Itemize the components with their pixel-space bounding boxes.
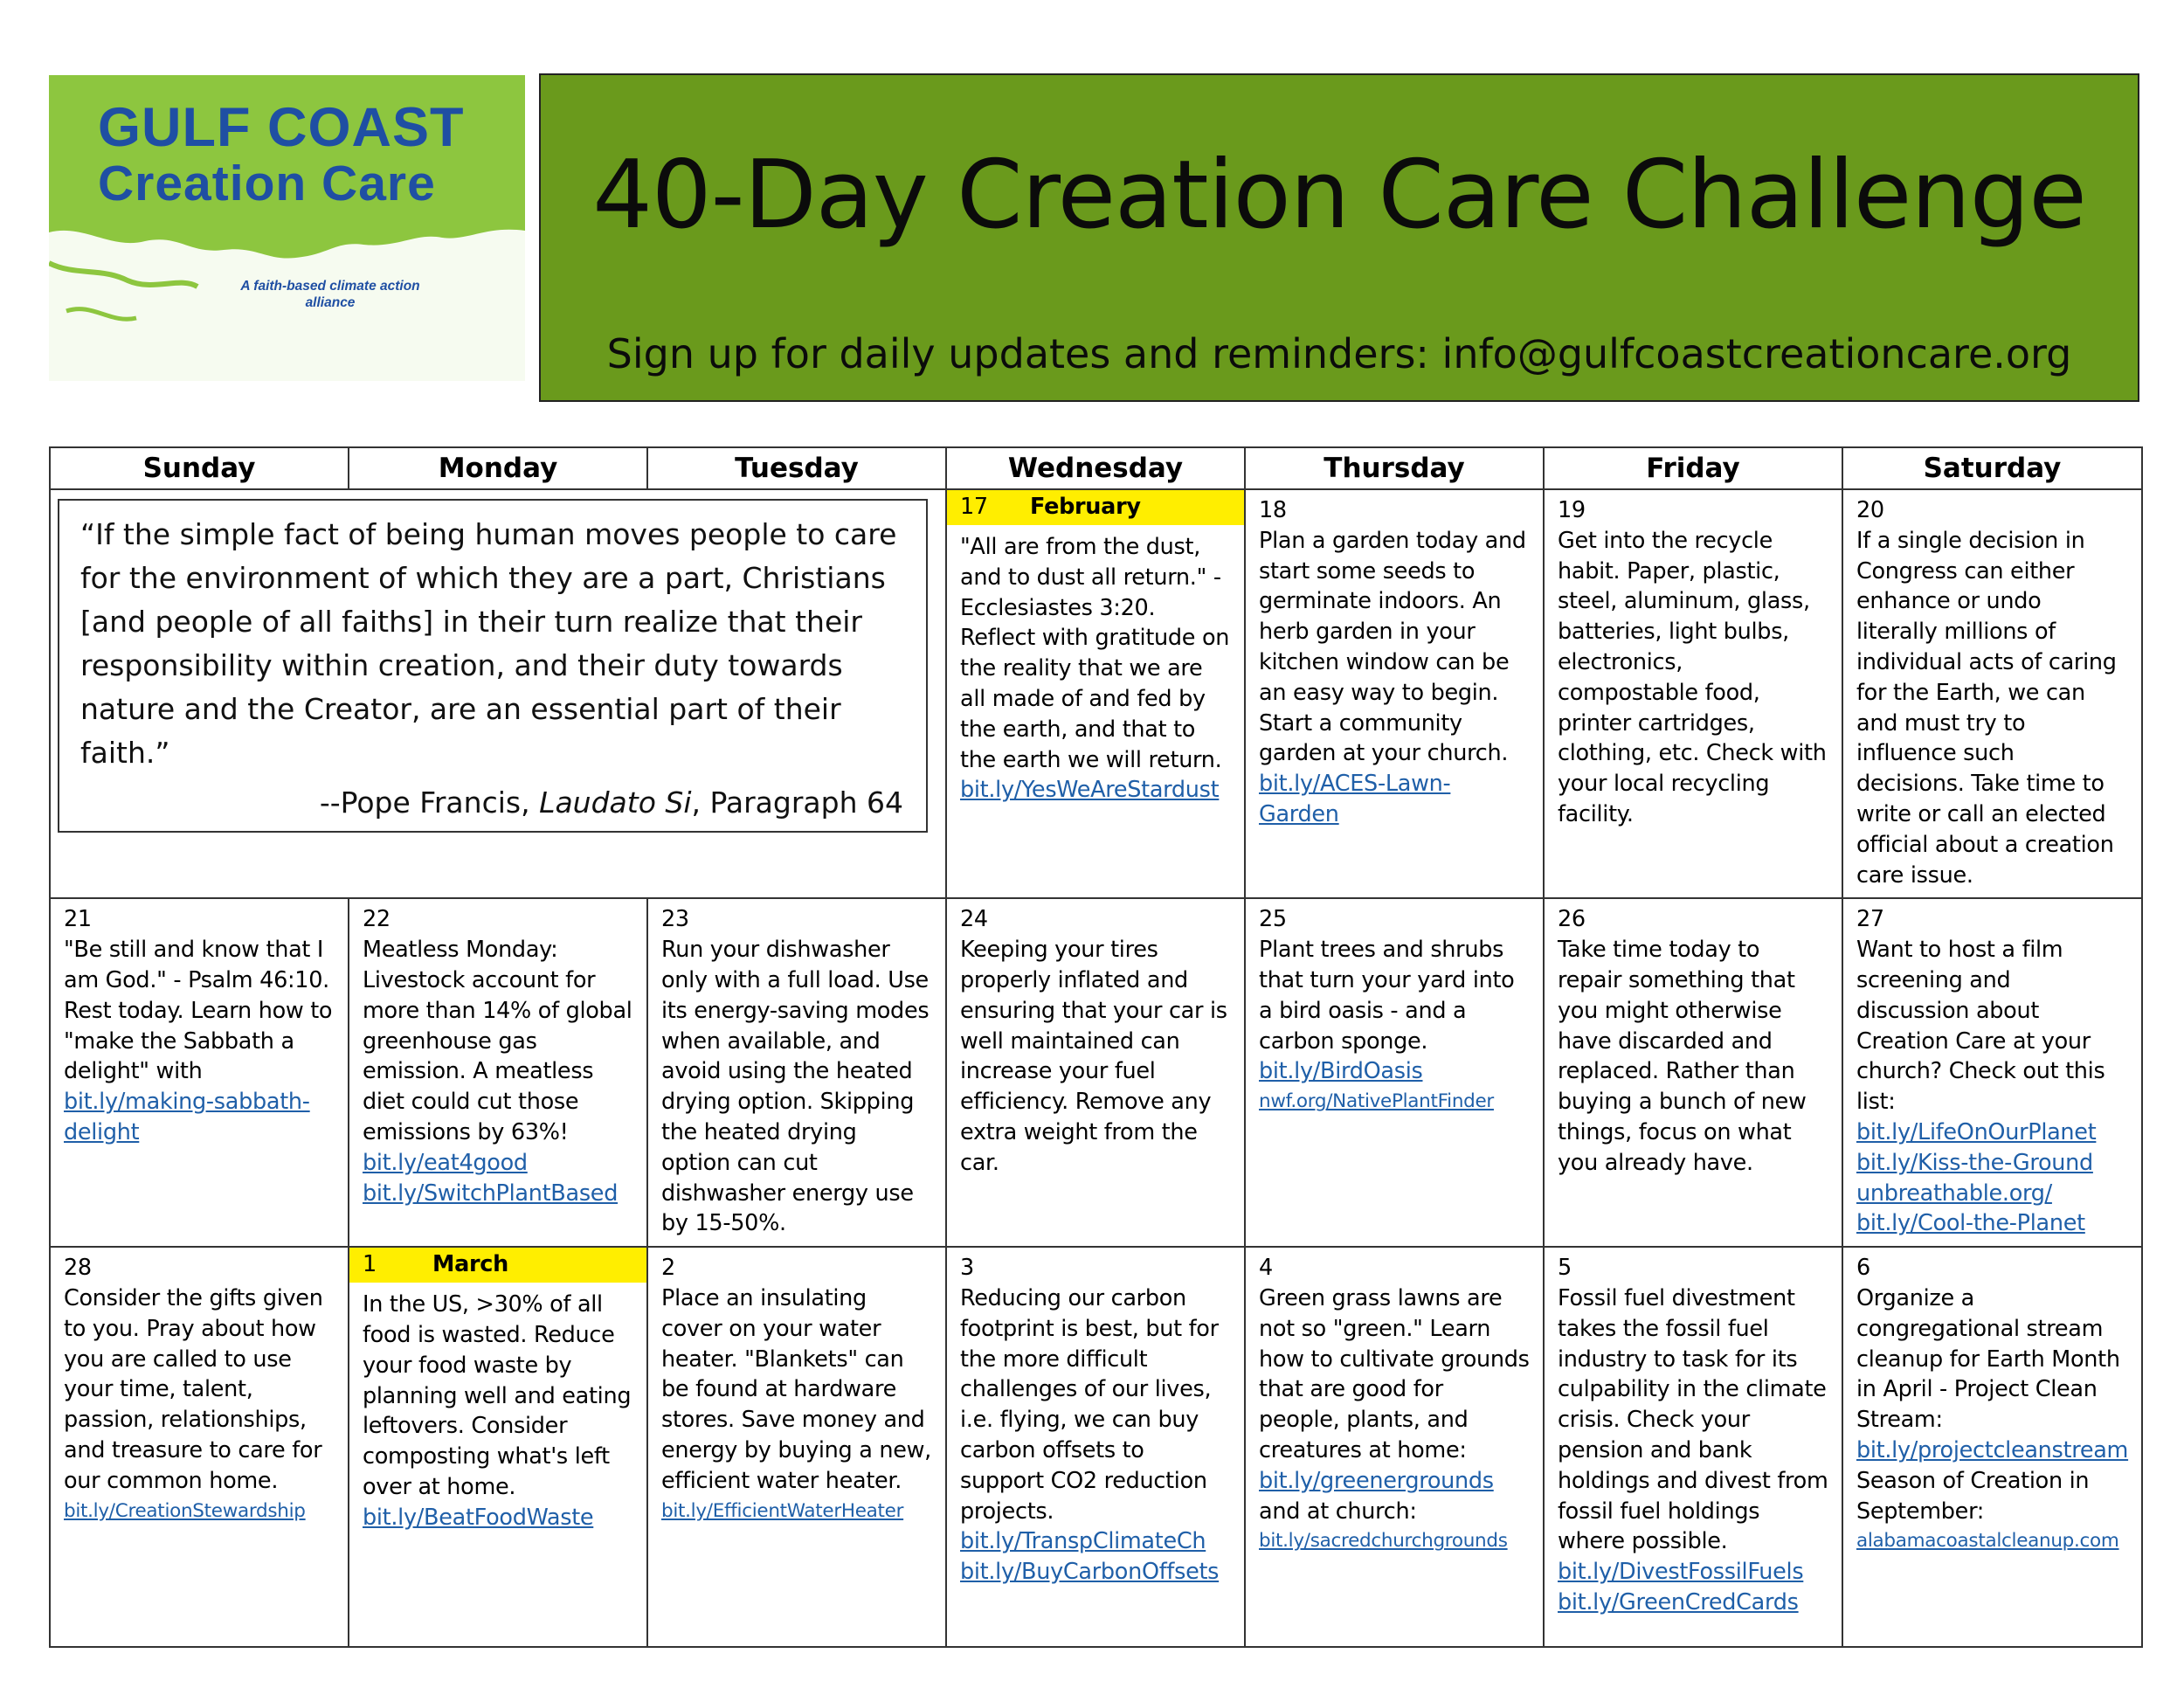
day-cell [946,1247,1245,1647]
day-number: 23 [661,906,689,933]
month-label: February [1030,494,1141,520]
day-cell [50,1247,349,1647]
day-link[interactable]: unbreathable.org/ [1856,1180,2052,1207]
day-link[interactable]: bit.ly/BirdOasis [1259,1058,1423,1085]
day-number: 28 [64,1255,92,1282]
day-link[interactable]: bit.ly/sacredchurchgrounds [1259,1530,1508,1553]
day-number: 20 [1856,497,1884,523]
day-link[interactable]: bit.ly/Kiss-the-Ground [1856,1149,2093,1176]
quote-work-title: Laudato Si [539,785,692,820]
quote-box [58,499,928,833]
calendar-week [50,1247,2142,1647]
page-title: 40-Day Creation Care Challenge [592,141,2086,250]
day-cell [349,898,647,1247]
day-text: Want to host a film screening and discussion about Creation Care at your church? Check out this list: [1856,937,2105,1116]
day-number: 22 [363,906,390,933]
weekday-header: Tuesday [647,447,946,489]
day-text: Run your dishwasher only with a full load. Use its energy-saving modes when available, and avoid using the heated drying option. Skipping the heated drying option can cut dishwasher energy use by 15-50%. [661,937,930,1237]
day-cell [946,898,1245,1247]
day-text: Keeping your tires properly inflated and ensuring that your car is well maintained can increase your fuel efficiency. Remove any extra weight from the car. [960,937,1227,1176]
day-cell [50,898,349,1247]
day-number: 3 [960,1255,974,1282]
day-link[interactable]: bit.ly/BeatFoodWaste [363,1504,594,1531]
calendar-grid [49,446,2143,1648]
calendar-week [50,489,2142,898]
day-cell [1842,898,2142,1247]
day-number: 25 [1259,906,1287,933]
day-link[interactable]: bit.ly/CreationStewardship [64,1499,306,1522]
title-banner [539,73,2139,402]
day-cell [1544,489,1842,898]
day-text: If a single decision in Congress can either enhance or undo literally millions of individual acts of caring for the Earth, we can and must try to influence such decisions. Take time to write or call an elected official about a creation care issue. [1856,527,2117,889]
day-text: Get into the recycle habit. Paper, plastic, steel, aluminum, glass, batteries, light bulbs, electronics, compostable food, printer cartridges, clothing, etc. Check with your local recycling facility. [1558,527,1827,827]
day-number: 27 [1856,906,1884,933]
day-link[interactable]: alabamacoastalcleanup.com [1856,1530,2119,1553]
day-number: 18 [1259,497,1287,523]
quote-attribution: --Pope Francis, Laudato Si, Paragraph 64 [319,785,903,820]
day-cell [1544,1247,1842,1647]
day-text: Take time today to repair something that you might otherwise have discarded and replaced. Rather than buying a bunch of new things, focus on what you already have. [1558,937,1807,1176]
day-text: Plan a garden today and start some seeds to germinate indoors. An herb garden in your kitchen window can be an easy way to begin. Start a community garden at your church. [1259,527,1526,767]
month-label: March [432,1251,508,1278]
day-text: Reducing our carbon footprint is best, but for the more difficult challenges of our lives, i.e. flying, we can buy carbon offsets to support CO2 reduction projects. [960,1284,1219,1525]
signup-subtitle: Sign up for daily updates and reminders: info@gulfcoastcreationcare.org [606,330,2072,377]
quote-cell [50,489,946,898]
day-number: 19 [1558,497,1586,523]
month-highlight [947,490,1244,525]
day-cell [1842,1247,2142,1647]
weekday-header-row [50,447,2142,489]
day-link[interactable]: bit.ly/SwitchPlantBased [363,1180,619,1207]
day-link[interactable]: bit.ly/eat4good [363,1149,528,1176]
day-text: Consider the gifts given to you. Pray about how you are called to use your time, talent, passion, relationships, and treasure to care for our common home. [64,1284,323,1494]
day-link[interactable]: bit.ly/BuyCarbonOffsets [960,1559,1220,1586]
day-text: Plant trees and shrubs that turn your yard into a bird oasis - and a carbon sponge. [1259,937,1515,1055]
day-cell [1544,898,1842,1247]
logo-line2: Creation Care [98,156,436,211]
day-link[interactable]: bit.ly/projectcleanstream [1856,1436,2129,1463]
day-link[interactable]: bit.ly/EfficientWaterHeater [661,1499,904,1522]
logo [49,75,525,381]
weekday-header: Saturday [1842,447,2142,489]
day-text: Fossil fuel divestment takes the fossil fuel industry to task for its culpability in the climate crisis. Check your pension and bank holdings and divest from fossil fuel holdings where possible. [1558,1284,1828,1555]
day-number: 6 [1856,1255,1870,1282]
day-number: 24 [960,906,988,933]
day-number: 5 [1558,1255,1572,1282]
day-text: Place an insulating cover on your water heater. "Blankets" can be found at hardware stores. Save money and energy by buying a new, efficient water heater. [661,1284,931,1494]
day-link[interactable]: nwf.org/NativePlantFinder [1259,1090,1494,1113]
day-link[interactable]: bit.ly/GreenCredCards [1558,1588,1799,1615]
weekday-header: Wednesday [946,447,1245,489]
day-link[interactable]: bit.ly/Cool-the-Planet [1856,1210,2085,1237]
day-link[interactable]: bit.ly/ACES-Lawn-Garden [1259,771,1451,827]
logo-tagline: A faith-based climate action alliance [240,279,420,310]
day-number: 17 [960,494,988,520]
weekday-header: Monday [349,447,647,489]
day-text: Green grass lawns are not so "green." Learn how to cultivate grounds that are good for people, plants, and creatures at home: [1259,1284,1530,1463]
day-cell [647,898,946,1247]
day-cell [349,1247,647,1647]
day-number: 21 [64,906,92,933]
day-cell [1245,489,1544,898]
day-text: Meatless Monday: Livestock account for more than 14% of global greenhouse gas emission. A meatless diet could cut those emissions by 63%! [363,937,632,1145]
day-text: Organize a congregational stream cleanup for Earth Month in April - Project Clean Stream: [1856,1284,2120,1434]
calendar-week [50,898,2142,1247]
day-cell [1842,489,2142,898]
day-link[interactable]: bit.ly/making-sabbath-delight [64,1089,310,1145]
weekday-header: Thursday [1245,447,1544,489]
day-link[interactable]: bit.ly/LifeOnOurPlanet [1856,1118,2097,1145]
day-text-2: Season of Creation in September: [1856,1467,2090,1525]
weekday-header: Friday [1544,447,1842,489]
day-cell [1245,1247,1544,1647]
quote-text: “If the simple fact of being human moves people to care for the environment of which they are a part, Christians [and people of all faiths] in their turn realize that their responsibility within creation, and their duty towards nature and the Creator, are an essential part of their faith.” [80,517,897,770]
day-text: "All are from the dust, and to dust all return." - Ecclesiastes 3:20. Reflect with gratitude on the reality that we are all made of and fed by the earth, and that to the earth we will return. [960,534,1230,773]
logo-line1: GULF COAST [98,97,465,158]
day-number: 1 [363,1251,377,1278]
day-link[interactable]: bit.ly/DivestFossilFuels [1558,1559,1804,1586]
day-text: "Be still and know that I am God." - Psalm 46:10. Rest today. Learn how to "make the Sabbath a delight" with [64,937,333,1085]
day-number: 26 [1558,906,1586,933]
day-text: In the US, >30% of all food is wasted. Reduce your food waste by planning well and eating leftovers. Consider composting what's left over at home. [363,1291,632,1500]
logo-wordmark [98,97,465,211]
day-number: 4 [1259,1255,1273,1282]
day-text-2: and at church: [1259,1498,1417,1525]
day-cell [1245,898,1544,1247]
day-cell [647,1247,946,1647]
day-cell [946,489,1245,898]
weekday-header: Sunday [50,447,349,489]
day-link[interactable]: bit.ly/TranspClimateCh [960,1528,1206,1555]
day-link[interactable]: bit.ly/YesWeAreStardust [960,777,1220,804]
day-link[interactable]: bit.ly/greenergrounds [1259,1467,1494,1494]
day-number: 2 [661,1255,675,1282]
month-highlight [349,1248,646,1283]
